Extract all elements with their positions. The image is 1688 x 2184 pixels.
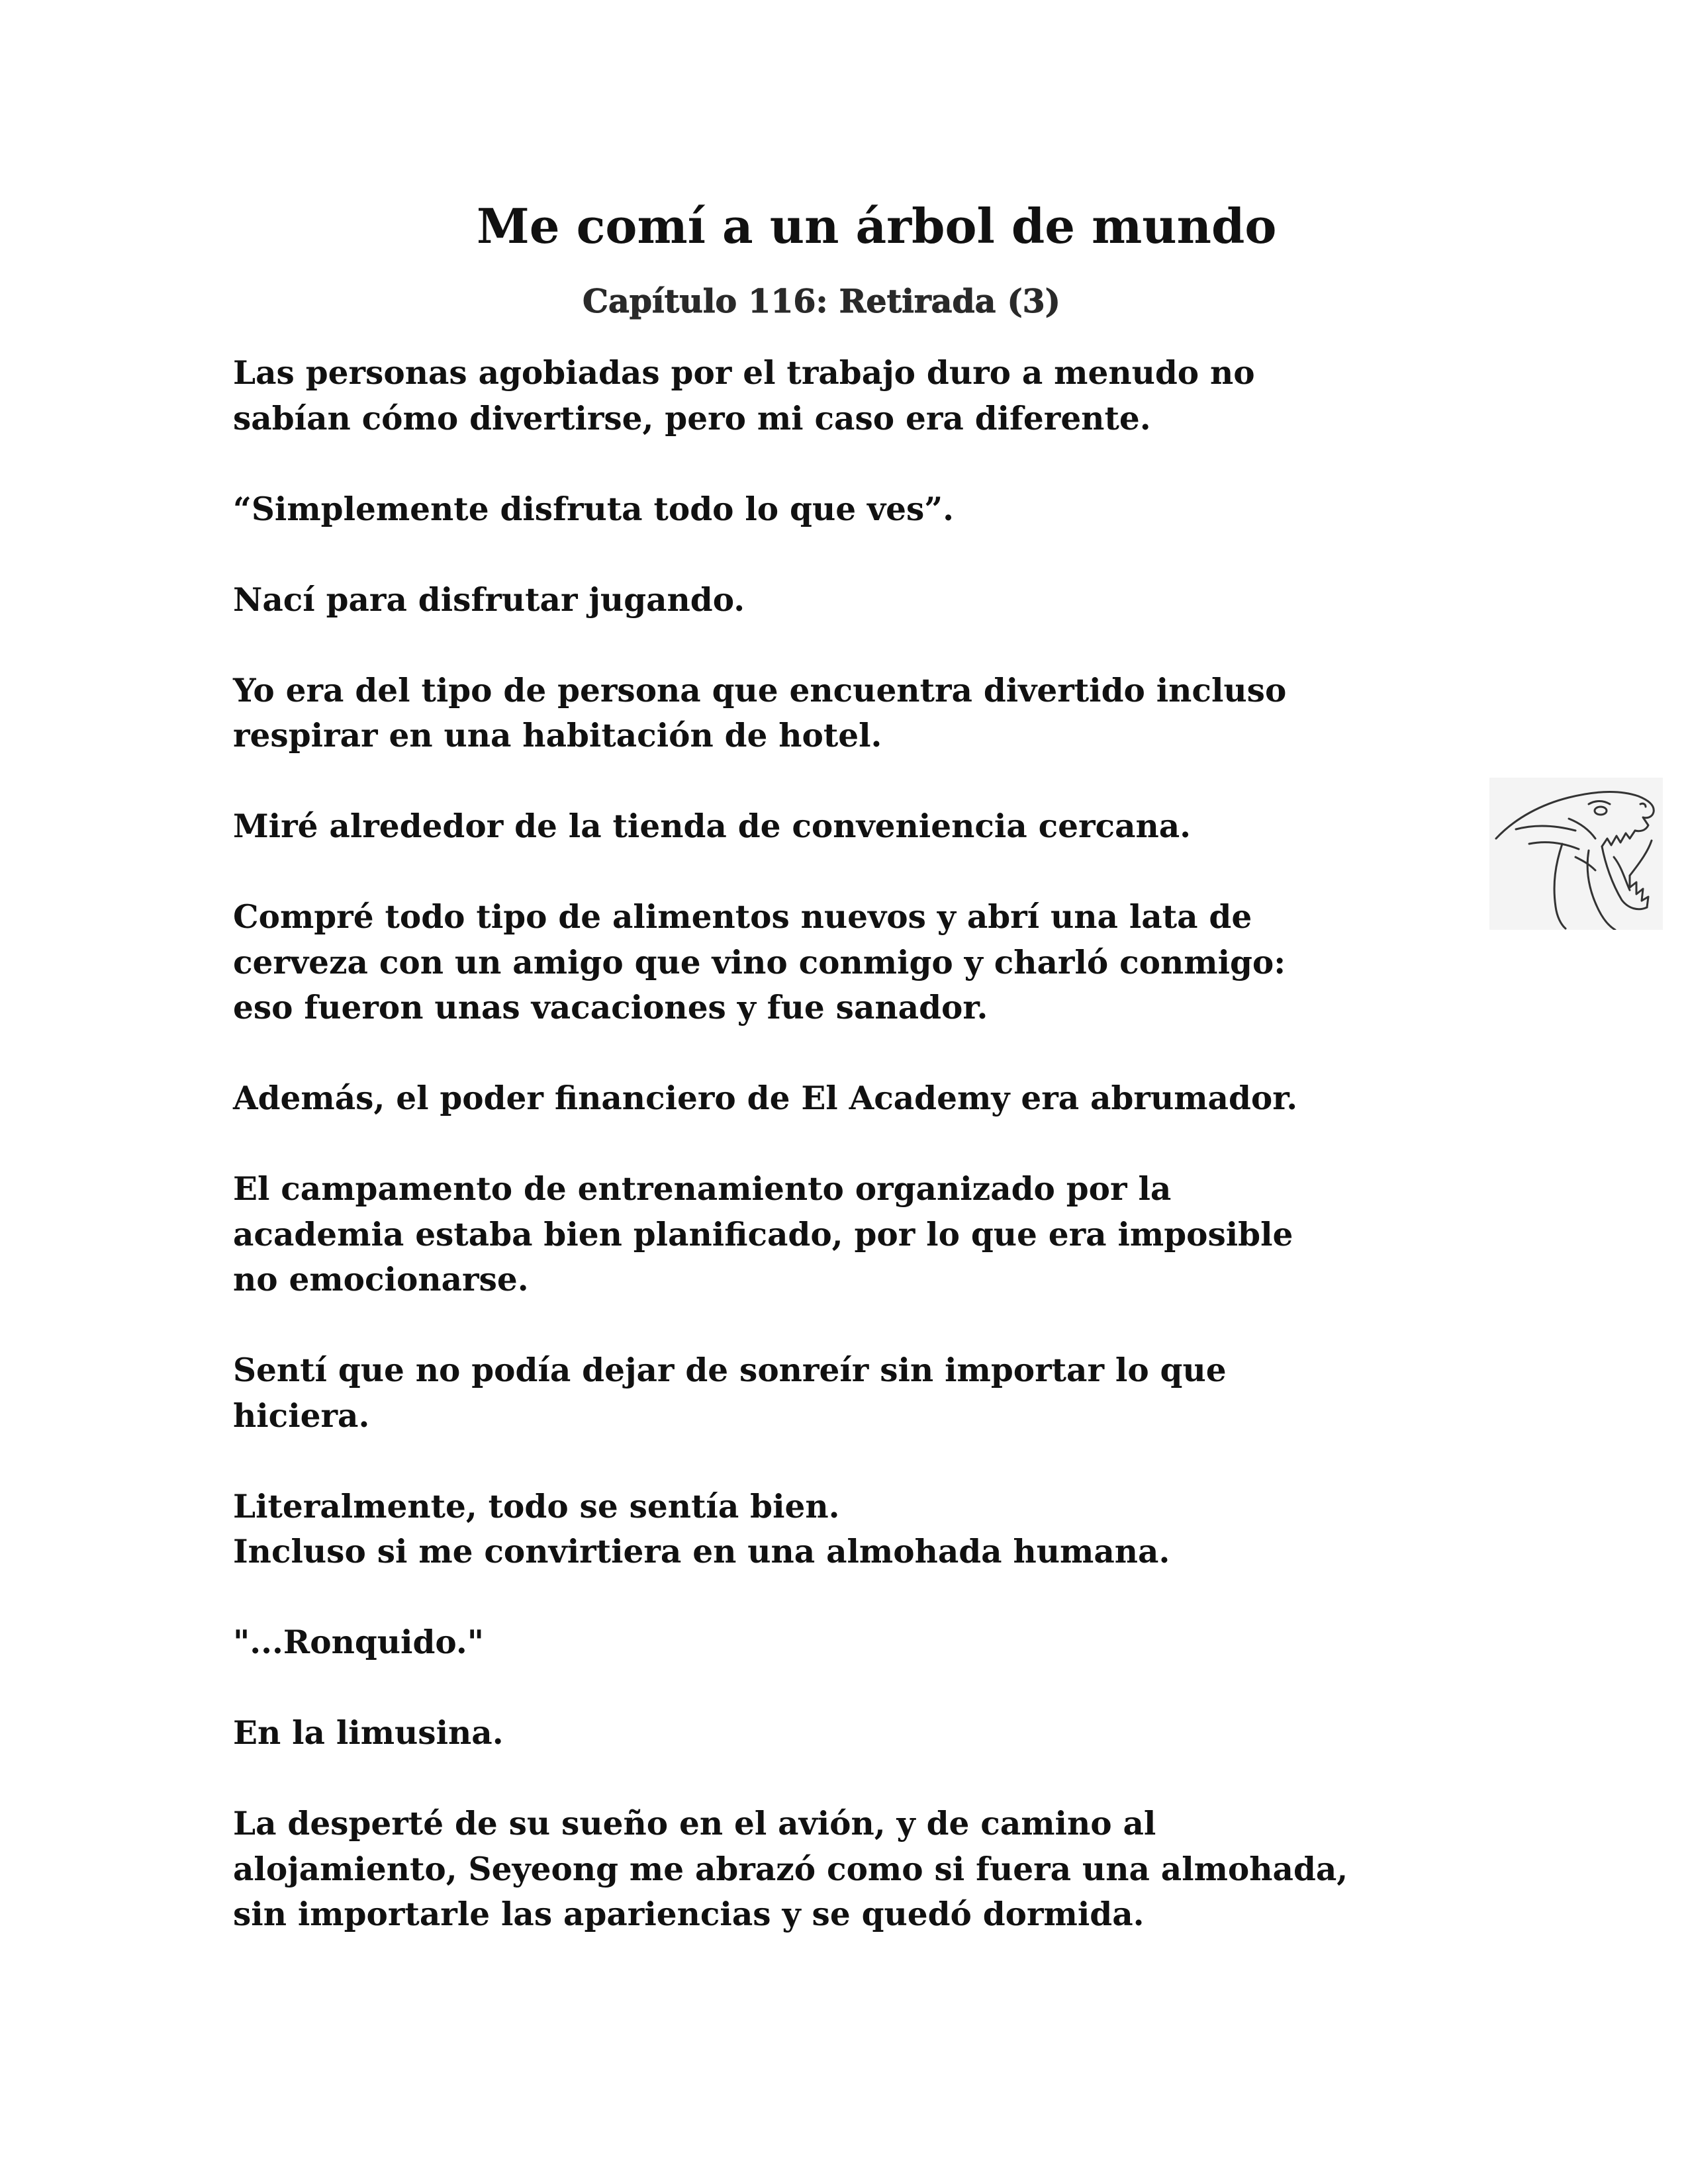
- text-line: sin importarle las apariencias y se quedó dormida.: [233, 1895, 1145, 1933]
- text-line: eso fueron unas vacaciones y fue sanador.: [233, 989, 988, 1026]
- text-line: Literalmente, todo se sentía bien.: [233, 1487, 840, 1525]
- text-line: “Simplemente disfruta todo lo que ves”.: [233, 490, 955, 528]
- paragraph: [233, 1076, 1491, 1122]
- paragraph: [233, 578, 1491, 623]
- text-line: Sentí que no podía dejar de sonreír sin importar lo que: [233, 1351, 1227, 1389]
- text-line: Miré alrededor de la tienda de conveniencia cercana.: [233, 807, 1192, 845]
- paragraph: [233, 1484, 1491, 1575]
- text-line: Nací para disfrutar jugando.: [233, 580, 745, 619]
- paragraph: [233, 1620, 1491, 1666]
- text-line: En la limusina.: [233, 1714, 504, 1752]
- text-line: alojamiento, Seyeong me abrazó como si fuera una almohada,: [233, 1850, 1348, 1888]
- text-line: Además, el poder financiero de El Academy era abrumador.: [233, 1079, 1298, 1117]
- paragraph: [233, 1801, 1491, 1938]
- dinosaur-head-icon: [1489, 778, 1663, 930]
- text-line: La desperté de su sueño en el avión, y de camino al: [233, 1805, 1156, 1843]
- text-line: no emocionarse.: [233, 1261, 529, 1298]
- paragraph: [233, 487, 1491, 533]
- text-line: cerveza con un amigo que vino conmigo y charló conmigo:: [233, 943, 1286, 981]
- text-line: Yo era del tipo de persona que encuentra divertido incluso: [233, 671, 1287, 709]
- paragraph: [233, 668, 1491, 759]
- text-line: Las personas agobiadas por el trabajo duro a menudo no: [233, 354, 1255, 392]
- body-text: [233, 351, 1491, 1983]
- text-line: El campamento de entrenamiento organizado por la: [233, 1170, 1172, 1208]
- paragraph: [233, 351, 1491, 441]
- text-line: respirar en una habitación de hotel.: [233, 717, 882, 754]
- paragraph: [233, 895, 1491, 1031]
- paragraph: [233, 1711, 1491, 1756]
- text-line: "...Ronquido.": [233, 1623, 485, 1661]
- paragraph: [233, 1348, 1491, 1439]
- chapter-title: Capítulo 116: Retirada (3): [583, 282, 1060, 320]
- page-title: Me comí a un árbol de mundo: [477, 198, 1277, 254]
- text-line: Incluso si me convirtiera en una almohada humana.: [233, 1533, 1170, 1570]
- text-line: Compré todo tipo de alimentos nuevos y abrí una lata de: [233, 898, 1252, 936]
- paragraph: [233, 804, 1491, 850]
- text-line: hiciera.: [233, 1396, 370, 1435]
- text-line: academia estaba bien planificado, por lo que era imposible: [233, 1215, 1293, 1253]
- paragraph: [233, 1167, 1491, 1303]
- text-line: sabían cómo divertirse, pero mi caso era diferente.: [233, 399, 1151, 437]
